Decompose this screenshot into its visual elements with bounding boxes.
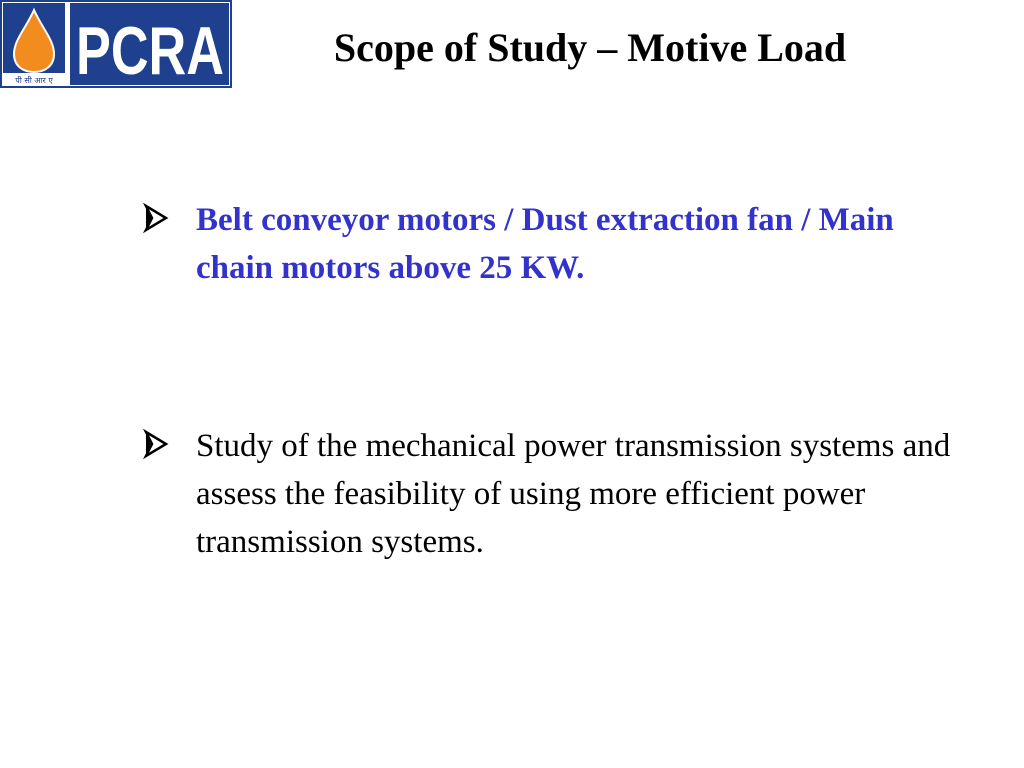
logo-text: PCRA [76, 13, 224, 89]
arrowhead-bullet-icon [144, 430, 168, 458]
bullet-text: Study of the mechanical power transmission systems and assess the feasibility of using more efficient power transmission systems. [196, 428, 951, 560]
logo-subtext: पी सी आर ए [15, 76, 53, 85]
bullet-item-motors [140, 196, 970, 292]
arrowhead-bullet-icon [144, 204, 168, 232]
pcra-logo [0, 0, 232, 88]
bullet-text: Belt conveyor motors / Dust extraction fan / Main chain motors above 25 KW. [196, 202, 894, 286]
bullet-list [140, 196, 970, 566]
slide-title: Scope of Study – Motive Load [333, 25, 847, 70]
bullet-item-transmission [140, 422, 970, 566]
